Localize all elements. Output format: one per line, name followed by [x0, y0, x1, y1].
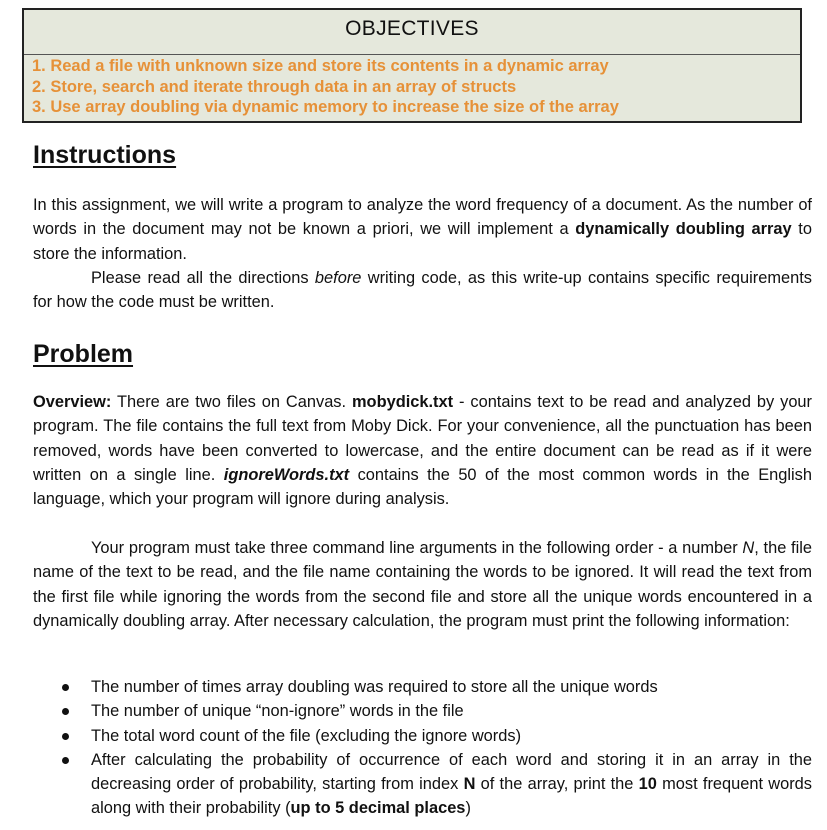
- text-run: In this assignment, we will write a program to analyze the word frequency of a document. As the number of words in the document may not be known a priori, we will implement a: [33, 196, 812, 239]
- text-run: of the array, print the: [475, 775, 639, 794]
- text-run: Please read all the directions: [91, 269, 315, 287]
- instructions-paragraph: [33, 193, 812, 266]
- text-run: contains the 50 of the most common words in the English language, which your program will ignore during analysis.: [33, 465, 812, 509]
- problem-heading: Problem: [33, 340, 134, 368]
- list-item: [33, 724, 812, 748]
- arguments-paragraph: [33, 536, 812, 633]
- bold-text: N: [463, 775, 476, 794]
- text-run: There are two files on Canvas.: [111, 393, 352, 411]
- text-run: - contains text to be read and analyzed by your program. The file contains the full text from Moby Dick. For your convenience, all the punctuation has been removed, words have been converted to lowercase, and the entire document can be read as if it were written on a single line.: [33, 393, 813, 484]
- text-run: Your program must take three command line arguments in the following order - a number: [91, 539, 743, 557]
- list-item: [33, 699, 812, 723]
- objective-item: 2. Store, search and iterate through data in an array of structs: [32, 77, 517, 96]
- italic-text: N: [742, 539, 755, 557]
- objectives-title: OBJECTIVES: [345, 17, 479, 40]
- text-run: , the file name of the text to be read, and the file name containing the words to be ignored. It will read the text from the first file while ignoring the words from the second file and store all the unique words encountered in a dynamically doubling array. After necessary calculation, the program must print the following information:: [33, 539, 812, 630]
- list-item: [33, 748, 812, 821]
- italic-text: before: [314, 269, 362, 287]
- list-item: [33, 675, 812, 699]
- text-run: to store the information.: [33, 220, 812, 263]
- text-run: writing code, as this write-up contains specific requirements for how the code must be written.: [33, 269, 812, 312]
- objectives-box: [22, 8, 802, 123]
- text-run: most frequent words along with their probability (: [91, 775, 812, 818]
- bullet-icon: [62, 708, 69, 715]
- objectives-list: [32, 56, 619, 118]
- instructions-heading: Instructions: [33, 141, 177, 169]
- instructions-paragraph-2: [33, 266, 812, 315]
- objectives-divider: [24, 54, 800, 55]
- objective-item: 1. Read a file with unknown size and store its contents in a dynamic array: [32, 57, 609, 75]
- bullet-icon: [62, 684, 69, 691]
- filename-ignorewords: ignoreWords.txt: [223, 465, 350, 484]
- text-run: ): [465, 799, 471, 818]
- text-run: After calculating the probability of occurrence of each word and storing it in an array in the decreasing order of probability, starting from index: [91, 750, 812, 794]
- bullet-icon: [62, 757, 69, 764]
- filename-mobydick: mobydick.txt: [351, 393, 454, 411]
- bold-text: 10: [638, 775, 657, 794]
- bold-text: up to 5 decimal places: [290, 799, 466, 818]
- objective-item: 3. Use array doubling via dynamic memory to increase the size of the array: [32, 98, 619, 117]
- bullet-icon: [62, 733, 69, 740]
- output-requirements-list: [33, 675, 812, 821]
- overview-paragraph: [33, 390, 812, 511]
- bold-text: dynamically doubling array: [575, 220, 792, 239]
- bold-text: Overview:: [33, 393, 112, 411]
- list-item-text: The total word count of the file (excluding the ignore words): [91, 726, 522, 745]
- list-item-text: [91, 748, 812, 821]
- list-item-text: The number of times array doubling was required to store all the unique words: [91, 678, 658, 696]
- list-item-text: The number of unique “non-ignore” words in the file: [91, 702, 464, 721]
